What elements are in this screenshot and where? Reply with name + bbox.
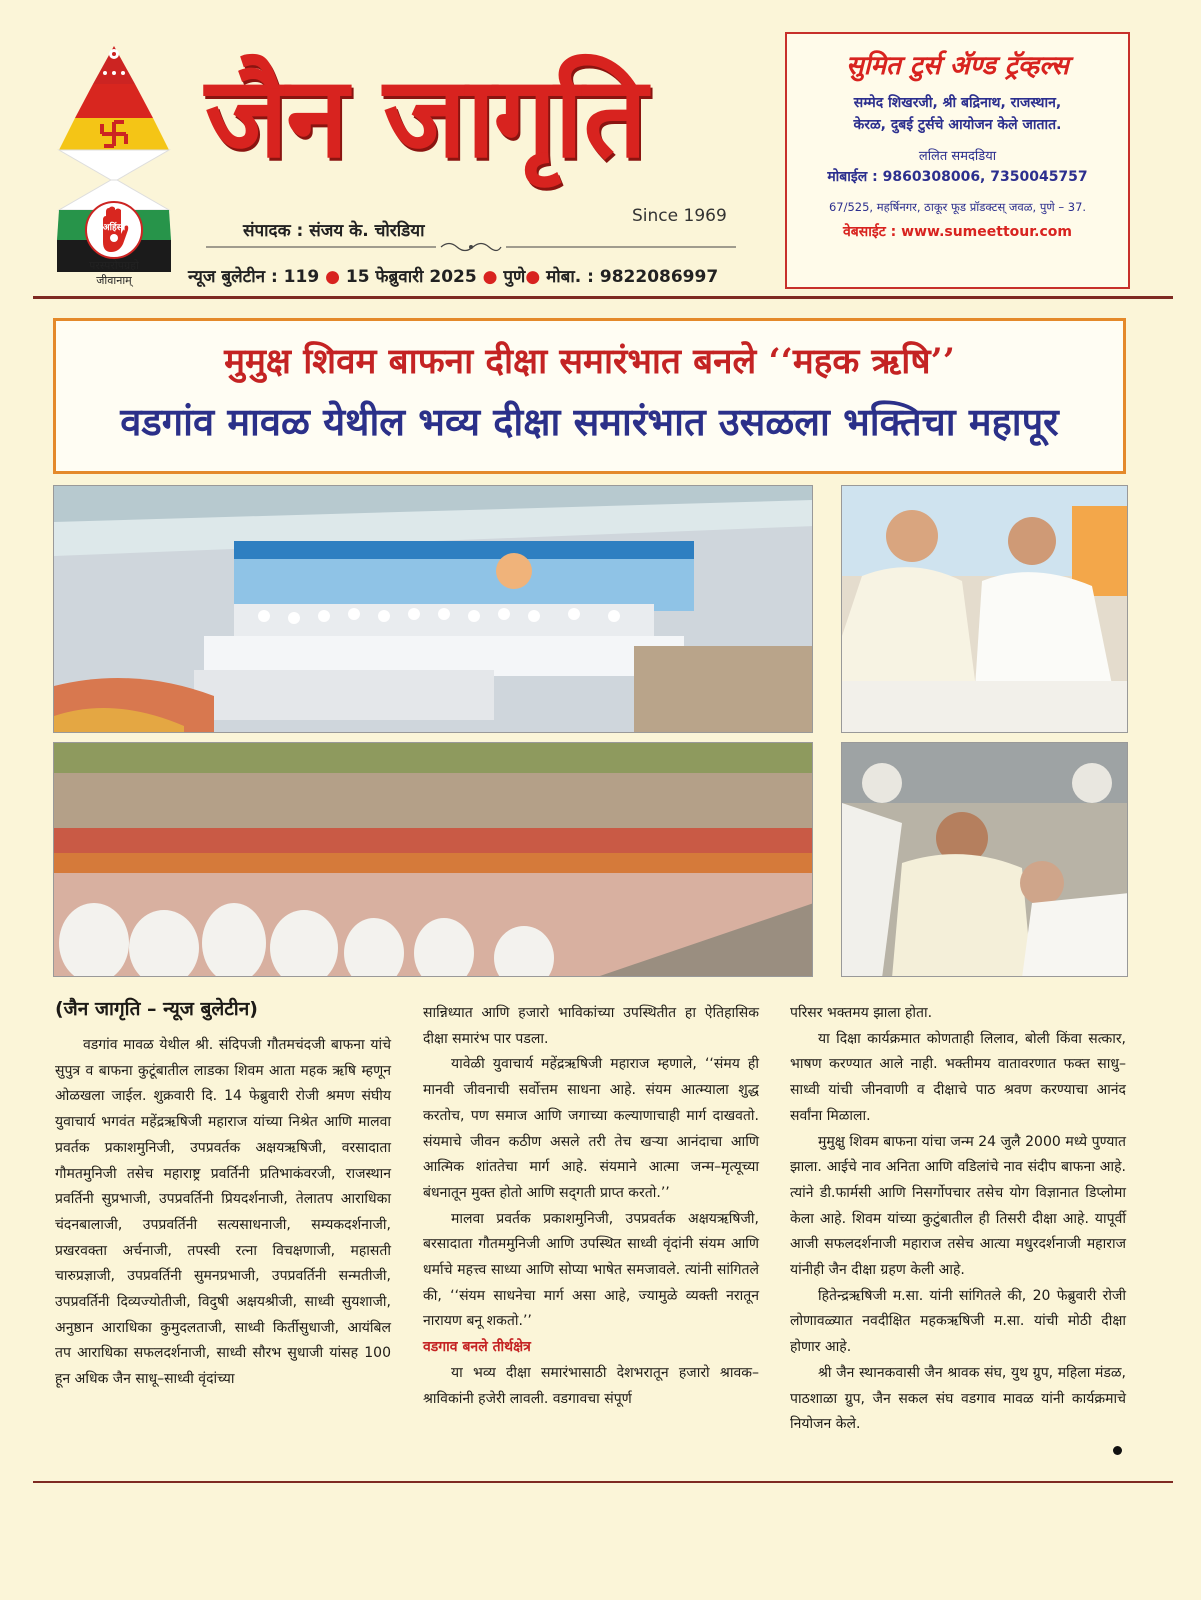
article-column-1 [55,1033,391,1393]
ad-desc-line1: सम्मेद शिखरजी, श्री बद्रिनाथ, राजस्थान, [853,95,1062,111]
bulletin-info-line [188,264,718,287]
article-column-2 [423,1001,759,1412]
photo-crowd [53,742,813,977]
photo-diksha-guru [841,485,1128,733]
emblem-caption-line1: परस्परोपग्रहो [89,259,139,272]
footer-rule [33,1481,1173,1483]
separator-dot-icon: ● [482,267,498,287]
article-paragraph: सान्निध्यात आणि हजारो भाविकांच्या उपस्थितीत हा ऐतिहासिक दीक्षा समारंभ पार पडला. [423,1005,759,1047]
article-paragraph: मालवा प्रवर्तक प्रकाशमुनिजी, उपप्रवर्तक अक्षयऋषिजी, बरसादाता गौतममुनिजी आणि उपस्थित साध्वी वृंदांनी संयम आणि धर्माचे महत्त्व साध्या आणि सोप्या भाषेत समजावले. त्यांनी सांगितले की, ‘‘संयम साधनेचा मार्ग असा आहे, ज्यामुळे व्यक्ती नरातून नारायण बनू शकतो.’’ [423,1210,759,1330]
headline-line2: वडगांव मावळ येथील भव्य दीक्षा समारंभात उसळला भक्तिचा महापूर [120,399,1059,444]
editor-line: संपादक : संजय के. चोरडिया [243,221,425,241]
headline-line1: मुमुक्ष शिवम बाफना दीक्षा समारंभात बनले ‘‘महक ऋषि’’ [224,341,955,382]
ad-description [787,92,1128,136]
article-byline: (जैन जागृति – न्यूज बुलेटीन) [55,998,258,1020]
emblem-caption [40,258,188,288]
bulletin-mobile: मोबा. : 9822086997 [546,267,719,287]
ceremony-closeup-image [842,743,1128,977]
article-paragraph: या भव्य दीक्षा समारंभासाठी देशभरातून हजारो श्रावक–श्राविकांनी हजेरी लावली. वडगावचा संपूर्ण [423,1364,759,1407]
since-label: Since 1969 [632,206,727,226]
article-end-dot-icon [1113,1446,1122,1455]
headline-box [53,318,1126,474]
guru-disciple-image [842,486,1128,733]
article-paragraph: परिसर भक्तमय झाला होता. [790,1005,933,1021]
crowd-scene-image [54,743,813,977]
ad-contact-person: ललित समदडिया [918,149,997,164]
stage-scene-image [54,486,813,733]
ad-phone: मोबाईल : 9860308006, 7350045757 [827,169,1088,185]
article-subheading: वडगाव बनले तीर्थक्षेत्र [423,1339,531,1356]
jain-emblem-icon [55,40,173,295]
sumeet-tours-ad [785,32,1130,289]
article-paragraph: हितेन्द्रऋषिजी म.सा. यांनी सांगितले की, 20 फेब्रुवारी रोजी लोणावळ्यात नवदीक्षित महकऋषिजी म.सा. यांची मोठी दीक्षा होणार आहे. [790,1287,1126,1356]
article-paragraph: या दिक्षा कार्यक्रमात कोणताही लिलाव, बोली किंवा सत्कार, भाषण करण्यात आले नाही. भक्तीमय वातावरणात फक्त साधु–साध्वी यांची जीनवाणी व दीक्षाचे पाठ श्रवण करण्याचा आनंद सर्वांना मिळाला. [790,1030,1126,1124]
article-paragraph: मुमुक्षु शिवम बाफना यांचा जन्म 24 जुलै 2000 मध्ये पुण्यात झाला. आईचे नाव अनिता आणि वडिलांचे नाव संदीप बाफना आहे. त्यांने डी.फार्मसी आणि निसर्गोपचार तसेच योग विज्ञानात डिप्लोमा केला आहे. शिवम यांच्या कुटुंबातील ही तिसरी दीक्षा आहे. यापूर्वी आजी सफलदर्शनाजी महाराज तसेच आत्या मधुरदर्शनाजी महाराज यांनीही जैन दीक्षा ग्रहण केली आहे. [790,1133,1126,1279]
newspaper-title: जैन जागृति [205,52,646,183]
bulletin-date: 15 फेब्रुवारी 2025 [345,267,477,287]
article-paragraph: श्री जैन स्थानकवासी जैन श्रावक संघ, युथ ग्रुप, महिला मंडळ, पाठशाळा ग्रुप, जैन सकल संघ वडगाव मावळ यांनी कार्यक्रमाचे नियोजन केले. [790,1364,1126,1433]
article-column-3 [790,1001,1126,1438]
bulletin-number: न्यूज बुलेटीन : 119 [188,267,320,287]
photo-stage-sadhus [53,485,813,733]
photo-keshlochan [841,742,1128,977]
ad-title: सुमित टुर्स ॲण्ड ट्रॅव्हल्स [846,51,1069,81]
article-paragraph: वडगांव मावळ येथील श्री. संदिपजी गौतमचंदजी बाफना यांचे सुपुत्र व बाफना कुटूंबातील लाडका शिवम आता महक ऋषि म्हणून ओळखला जाईल. शुक्रवारी दि. 14 फेब्रुवारी रोजी श्रमण संघीय युवाचार्य भगवंत महेंद्रऋषिजी महाराज यांच्या निश्रेत आणि मालवा प्रवर्तक प्रकाशमुनिजी, उपप्रवर्तक अक्षयऋषिजी, वरसादाता गौमतमुनिजी तसेच महाराष्ट्र प्रवर्तिनी प्रतिभाकंवरजी, राजस्थान प्रवर्तिनी सुप्रभाजी, उपप्रवर्तिनी प्रियदर्शनाजी, तेलातप आराधिका चंदनबालाजी, उपप्रवर्तिनी सत्यसाधनाजी, सम्यकदर्शनाजी, प्रखरवक्ता अर्चनाजी, तपस्वी रत्ना विचक्षणाजी, महासती चारुप्रज्ञाजी, उपप्रवर्तिनी सुमनप्रभाजी, उपप्रवर्तिनी सन्मतीजी, उपप्रवर्तिनी दिव्यज्योतीजी, विदुषी अक्षयश्रीजी, साध्वी सुयशाजी, अनुष्ठान आराधिका कुमुदलताजी, साध्वी किर्तीसुधाजी, आयंबिल तप आराधिका सफलदर्शनाजी, साध्वी सौरभ सुधाजी यांसह 100 हून अधिक जैन साधू–साध्वी वृंदांच्या [55,1037,391,1388]
ornament-divider-icon [206,240,736,254]
article-paragraph: यावेळी युवाचार्य महेंद्रऋषिजी महाराज म्हणाले, ‘‘संमय ही मानवी जीवनाची सर्वोत्तम साधना आहे. संयम आत्म्याला शुद्ध करतोच, पण समाज आणि जगाच्या कल्याणाचाही मार्ग दाखवतो. संयमाचे जीवन कठीण असले तरी तेच खऱ्या आनंदाचा आणि आत्मिक शांततेचा मार्ग आहे. संयमाने आत्मा जन्म–मृत्यूच्या बंधनातून मुक्त होतो आणि सद्‌गती प्राप्त करतो.’’ [423,1056,759,1201]
separator-dot-icon: ● [325,267,340,287]
ad-address: 67/525, महर्षिनगर, ठाकूर फूड प्रॉडक्टस् जवळ, पुणे – 37. [828,200,1087,214]
emblem-caption-line2: जीवानाम् [96,274,132,287]
emblem-hand-text: अहिंसा [102,223,126,233]
ad-desc-line2: केरळ, दुबई टुर्सचे आयोजन केले जातात. [853,117,1062,133]
bulletin-city: पुणे [503,267,526,287]
separator-dot-icon: ● [525,267,541,287]
ad-website: वेबसाईट : www.sumeettour.com [843,224,1072,240]
masthead-rule [33,296,1173,299]
